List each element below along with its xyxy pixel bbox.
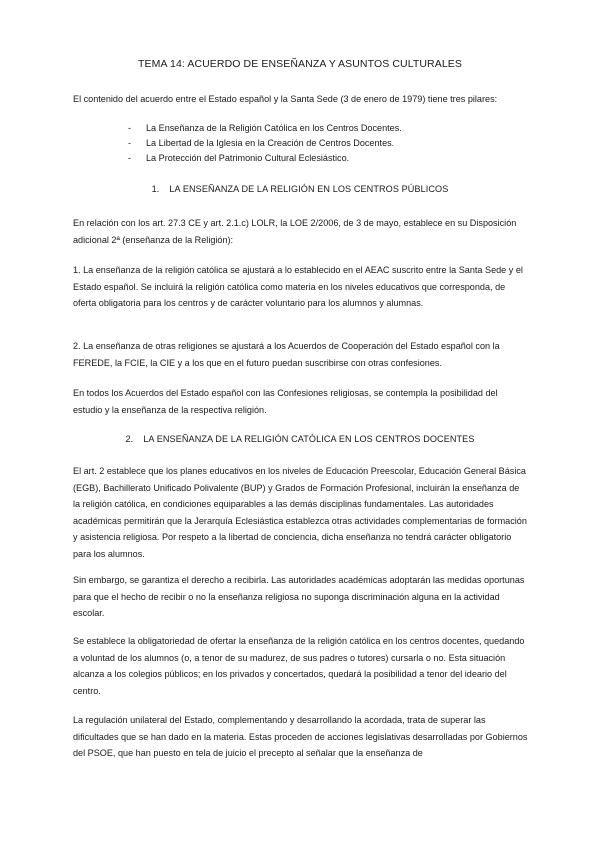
paragraph: Se establece la obligatoriedad de ofertar la enseñanza de la religión católica en los centros docentes, quedando a voluntad de los alumnos (o, a tenor de su madurez, de sus padres o tutores) cursarla o no. Esta situación alcanza a los colegios públicos; en los privados y concertados, quedará la posibilidad a tenor del ideario del centro. [73, 636, 525, 696]
paragraph: La regulación unilateral del Estado, complementando y desarrollando la acordada, trata de superar las dificultades que se han dado en la materia. Estas proceden de acciones legislativas desarrolladas por Gobiernos del PSOE, que han puesto en tela de juicio el precepto al señalar que la enseñanza de [73, 715, 528, 758]
paragraph: 2. La enseñanza de otras religiones se ajustará a los Acuerdos de Cooperación del Estado español con la FEREDE, la FCIE, la CIE y a los que en el futuro puedan suscribirse con otras confesiones. [73, 341, 500, 368]
paragraph: 1. La enseñanza de la religión católica se ajustará a lo establecido en el AEAC suscrito entre la Santa Sede y el Estado español. Se incluirá la religión católica como materia en los niveles educativos que corresponda, de oferta obligatoria para los centros y de carácter voluntario para los alumnos y alumnas. [73, 265, 523, 308]
list-item [128, 151, 402, 166]
paragraph: En todos los Acuerdos del Estado español con las Confesiones religiosas, se contempla la posibilidad del estudio y la enseñanza de la respectiva religión. [73, 388, 498, 415]
section-title: LA ENSEÑANZA DE LA RELIGIÓN EN LOS CENTROS PÚBLICOS [169, 184, 449, 194]
list-item [128, 121, 402, 136]
list-item-text: La Enseñanza de la Religión Católica en los Centros Docentes. [146, 123, 402, 133]
section-number: 2. [125, 434, 134, 444]
paragraph: Sin embargo, se garantiza el derecho a recibirla. Las autoridades académicas adoptarán las medidas oportunas para que el hecho de recibir o no la enseñanza religiosa no suponga discriminación alguna en la actividad escolar. [73, 575, 525, 618]
section-2-heading [0, 434, 600, 444]
bullet-dash: - [128, 123, 132, 133]
bullet-dash: - [128, 138, 132, 148]
bullet-dash: - [128, 153, 132, 163]
section-number: 1. [151, 184, 160, 194]
pillars-list [128, 121, 402, 166]
list-item-text: La Libertad de la Iglesia en la Creación de Centros Docentes. [146, 138, 395, 148]
section-1-heading [0, 184, 600, 194]
intro-paragraph: El contenido del acuerdo entre el Estado español y la Santa Sede (3 de enero de 1979) tiene tres pilares: [73, 94, 498, 104]
list-item [128, 136, 402, 151]
section-title: LA ENSEÑANZA DE LA RELIGIÓN CATÓLICA EN LOS CENTROS DOCENTES [143, 434, 475, 444]
list-item-text: La Protección del Patrimonio Cultural Eclesiástico. [146, 153, 350, 163]
paragraph: En relación con los art. 27.3 CE y art. 2.1.c) LOLR, la LOE 2/2006, de 3 de mayo, establece en su Disposición adicional 2ª (enseñanza de la Religión): [73, 218, 517, 245]
paragraph: El art. 2 establece que los planes educativos en los niveles de Educación Preescolar, Educación General Básica (EGB), Bachillerato Unificado Polivalente (BUP) y Grados de Formación Profesional, incluirán la enseñanza de la religión católica, en condiciones equiparables a las demás disciplinas fundamentales. Las autoridades académicas permitirán que la Jerarquía Eclesiástica establezca otras actividades complementarias de formación y asistencia religiosa. Por respeto a la libertad de conciencia, dicha enseñanza no tendrá carácter obligatorio para los alumnos. [73, 466, 527, 559]
page-title: TEMA 14: ACUERDO DE ENSEÑANZA Y ASUNTOS CULTURALES [138, 58, 462, 70]
